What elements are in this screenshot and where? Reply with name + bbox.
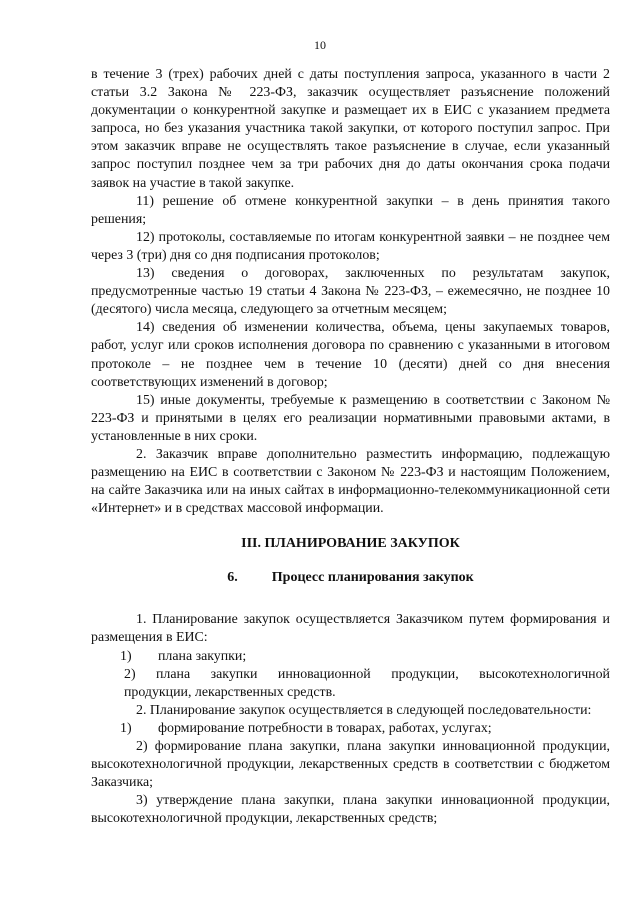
paragraph-item-13: 13) сведения о договорах, заключенных по результатам закупок, предусмотренные частью 19 статьи 4 Закона № 223-ФЗ, – ежемесячно, не позднее 10 (десятого) числа месяца, следующего за отчетным месяцем; — [91, 266, 610, 318]
list-item-number: 2) — [136, 739, 148, 754]
paragraph-item-15: 15) иные документы, требуемые к размещению в соответствии с Законом № 223-ФЗ и принятыми в целях его реализации нормативными правовыми актами, в установленные в них сроки. — [91, 392, 610, 444]
document-body — [91, 66, 610, 828]
list-item — [91, 792, 610, 828]
subsection-title — [91, 569, 610, 587]
paragraph-clause-2: 2. Заказчик вправе дополнительно разместить информацию, подлежащую размещению на ЕИС в соответствии с Законом № 223-ФЗ и настоящим Положением, на сайте Заказчика или на иных сайтах в информационно-телекоммуникационной сети «Интернет» и в средствах массовой информации. — [91, 446, 610, 517]
section-title: III. ПЛАНИРОВАНИЕ ЗАКУПОК — [241, 536, 460, 552]
list-item-text: формирование потребности в товарах, работах, услугах; — [158, 720, 492, 736]
paragraph-item-14: 14) сведения об изменении количества, объема, цены закупаемых товаров, работ, услуг или сроков исполнения договора по сравнению с указанными в итоговом протоколе – не позднее чем в течение 10 (десяти) дней со дня внесения соответствующих изменений в договор; — [91, 320, 610, 390]
subsection-text: Процесс планирования закупок — [271, 570, 474, 586]
list-item — [91, 666, 610, 702]
list-item-text: плана закупки инновационной продукции, высокотехнологичной продукции, лекарственных средств. — [124, 666, 610, 700]
paragraph-clarification: в течение 3 (трех) рабочих дней с даты поступления запроса, указанного в части 2 статьи 3.2 Закона № 223-ФЗ, заказчик осуществляет разъяснение положений документации о конкурентной закупке и размещает их в ЕИС с указанием предмета запроса, но без указания участника такой закупки, от которого поступил запрос. При этом заказчик вправе не осуществлять такое разъяснение в случае, если указанный запрос поступил позднее чем за три рабочих дня до даты окончания срока подачи заявок на участие в такой закупке. — [91, 67, 610, 191]
page-number: 10 — [314, 38, 326, 52]
list-item — [91, 720, 610, 738]
list-item-number: 1) — [120, 648, 132, 664]
list-item — [91, 648, 610, 666]
list-item — [91, 738, 610, 792]
subsection-number: 6. — [227, 570, 238, 586]
list-item-text: утверждение плана закупки, плана закупки инновационной продукции, высокотехнологичной продукции, лекарственных средств; — [91, 793, 610, 827]
list-item-number: 3) — [136, 793, 148, 809]
list-item-number: 2) — [124, 666, 136, 682]
paragraph-planning-1: 1. Планирование закупок осуществляется Заказчиком путем формирования и размещения в ЕИС: — [91, 612, 610, 646]
list-item-text: формирование плана закупки, плана закупки инновационной продукции, высокотехнологичной продукции, лекарственных средств в соответствии с бюджетом Заказчика; — [91, 739, 610, 791]
paragraph-item-12: 12) протоколы, составляемые по итогам конкурентной заявки – не позднее чем через 3 (три) дня со дня подписания протоколов; — [91, 229, 610, 263]
list-item-text: плана закупки; — [158, 648, 247, 664]
list-item-number: 1) — [120, 720, 132, 736]
paragraph-item-11: 11) решение об отмене конкурентной закупки – в день принятия такого решения; — [91, 193, 610, 227]
paragraph-planning-2: 2. Планирование закупок осуществляется в следующей последовательности: — [136, 702, 592, 718]
